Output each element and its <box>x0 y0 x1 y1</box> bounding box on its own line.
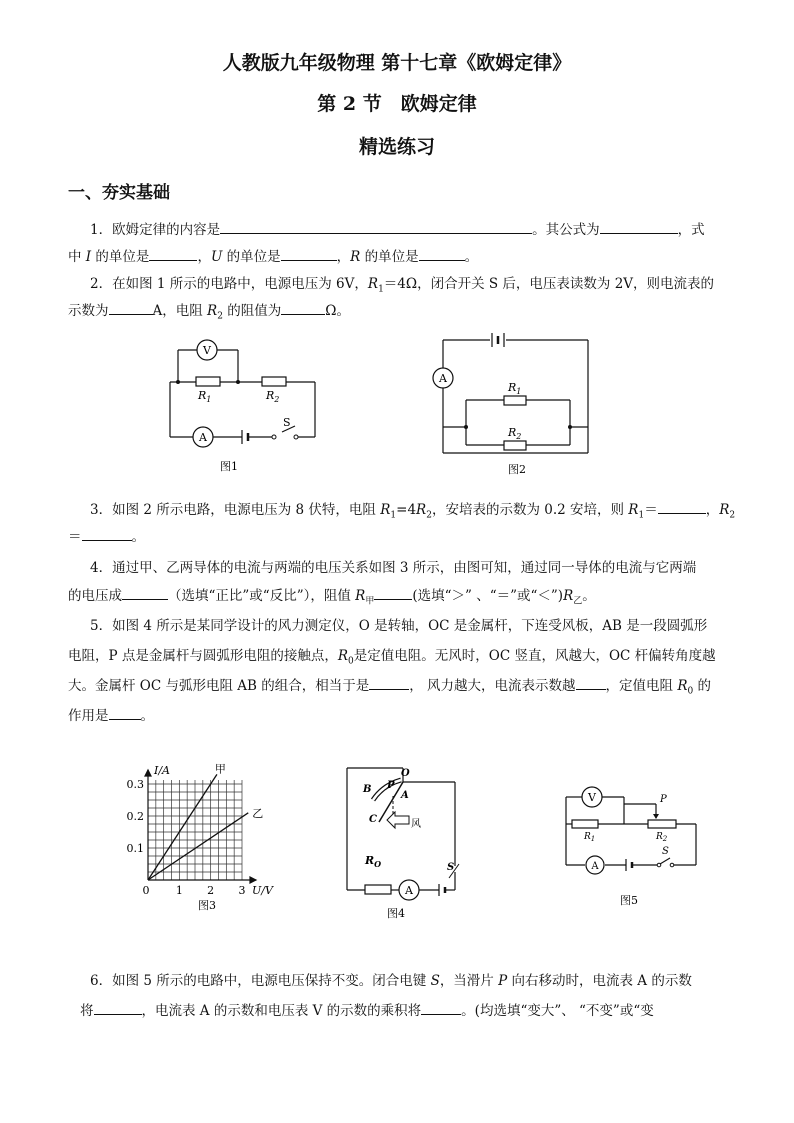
resistor-r1 <box>196 377 220 386</box>
svg-text:V: V <box>588 791 596 804</box>
blank[interactable] <box>149 248 197 261</box>
blank[interactable] <box>109 302 153 315</box>
svg-text:R2: $R_2$ <box>266 389 280 404</box>
blank[interactable] <box>122 587 168 600</box>
blank[interactable] <box>600 221 678 234</box>
blank[interactable] <box>419 248 465 261</box>
svg-text:RO: $R_O$ <box>365 854 382 869</box>
y-tick-label: 0.3 <box>126 778 144 791</box>
figure-5-circuit <box>558 780 708 910</box>
figure-4-caption: 图4 <box>387 907 405 920</box>
battery <box>439 884 445 896</box>
svg-text:A: A <box>401 790 409 801</box>
svg-text:A: A <box>199 431 207 444</box>
question-1-line-2: 中 I 的单位是 ，U 的单位是 ，R 的单位是 。 <box>68 249 479 265</box>
blank[interactable] <box>109 707 141 720</box>
blank[interactable] <box>94 1002 142 1015</box>
question-4-line-2: 的电压成 （选填“正比”或“反比”），阻值 $R_甲$ (选填“＞” 、“＝”或“$<”)R_乙$。 <box>68 588 596 607</box>
question-5-line-1: 5．如图 4 所示是某同学设计的风力测定仪，O 是转轴，OC 是金属杆，下连受风板，AB 是一段圆弧形 <box>90 618 708 634</box>
svg-text:S: S <box>283 416 291 429</box>
question-5-line-2: 电阻，P 点是金属杆与圆弧形电阻的接触点，$R_0$是定值电阻。无风时，OC 竖直，风越大，OC 杆偏转角度越 <box>68 648 716 667</box>
origin-label: 0 <box>142 884 150 897</box>
resistor-r2 <box>262 377 286 386</box>
blank[interactable] <box>658 501 706 514</box>
resistor-r1 <box>504 396 526 405</box>
question-2-line-2: 示数为 A，电阻 $R_2$ 的阻值为 Ω。 <box>68 303 350 322</box>
resistor-r1 <box>572 820 598 828</box>
question-3-line-1: 3．如图 2 所示电路，电源电压为 8 伏特，电阻 $R_1=4R_2$，安培表的示数为 0.2 安培，则 $R_1=$ ，$R_2$ <box>90 502 736 521</box>
series-line-yi <box>148 813 248 880</box>
blank[interactable] <box>374 587 412 600</box>
x-tick-label: 2 <box>207 884 215 897</box>
figure-5-caption: 图5 <box>620 894 638 907</box>
battery <box>626 859 632 871</box>
series-label: 甲 <box>214 762 226 776</box>
svg-text:S: S <box>662 846 669 857</box>
figure-1-caption: 图1 <box>220 460 238 473</box>
svg-text:A: A <box>405 884 413 897</box>
figure-2-caption: 图2 <box>508 463 526 476</box>
blank[interactable] <box>220 221 532 234</box>
svg-text:R2: $R_2$ <box>508 426 522 441</box>
svg-text:R1: $R_1$ <box>508 381 522 396</box>
blank[interactable] <box>369 677 409 690</box>
blank[interactable] <box>421 1002 461 1015</box>
question-6-line-2: 将 ，电流表 A 的示数和电压表 V 的示数的乘积将 。(均选填“变大”、 “不变”或“变 <box>80 1003 654 1019</box>
figure-3-chart <box>118 755 293 915</box>
y-axis-label: I/A <box>154 764 170 777</box>
figure-2-circuit <box>428 330 598 480</box>
battery <box>492 333 504 347</box>
figure-3-caption: 图3 <box>198 899 216 912</box>
rheostat-r2 <box>648 820 676 828</box>
blank[interactable] <box>281 302 325 315</box>
question-5-line-3: 大。金属杆 OC 与弧形电阻 AB 的组合，相当于是 ， 风力越大，电流表示数越 ，定值电阻 $R_0$ 的 <box>68 678 712 697</box>
svg-text:P: P <box>387 780 395 791</box>
wind-arrow-icon <box>387 812 409 828</box>
svg-text:B: B <box>363 784 372 795</box>
svg-text:S: S <box>447 862 455 873</box>
question-1-line-1: 1．欧姆定律的内容是 。其公式为 ，式 <box>90 222 705 238</box>
figure-4-wind-meter <box>335 760 475 925</box>
question-6-line-1: 6．如图 5 所示的电路中，电源电压保持不变。闭合电键 S，当滑片 P 向右移动时，电流表 A 的示数 <box>90 973 692 989</box>
question-2-line-1: 2．在如图 1 所示的电路中，电源电压为 6V，$R_1=4\Omega$，闭合开关 S 后，电压表读数为 2V，则电流表的 <box>90 276 715 295</box>
svg-text:A: A <box>439 372 447 385</box>
series-label: 乙 <box>252 806 264 820</box>
blank[interactable] <box>82 528 132 541</box>
svg-text:P: P <box>660 794 667 805</box>
subtitle: 精选练习 <box>358 136 435 158</box>
svg-text:V: V <box>203 344 211 357</box>
y-tick-label: 0.1 <box>126 842 144 855</box>
svg-text:A: A <box>591 861 599 872</box>
battery <box>242 430 248 444</box>
page-title: 人教版九年级物理 第十七章《欧姆定律》 <box>222 52 572 74</box>
question-4-line-1: 4．通过甲、乙两导体的电流与两端的电压关系如图 3 所示，由图可知，通过同一导体的电流与它两端 <box>90 560 697 576</box>
x-axis-label: U/V <box>252 884 273 897</box>
svg-text:R1: $R_1$ <box>584 832 596 843</box>
x-tick-label: 3 <box>238 884 246 897</box>
blank[interactable] <box>576 677 606 690</box>
svg-text:O: O <box>401 768 410 779</box>
part-heading: 一、夯实基础 <box>68 183 170 203</box>
svg-text:C: C <box>369 814 377 825</box>
x-tick-label: 1 <box>175 884 183 897</box>
svg-text:R2: $R_2$ <box>656 832 668 843</box>
svg-text:风: 风 <box>411 819 421 830</box>
question-3-line-2: ＝ 。 <box>68 529 145 545</box>
y-tick-label: 0.2 <box>126 810 144 823</box>
blank[interactable] <box>281 248 337 261</box>
figure-1-circuit <box>160 335 330 480</box>
section-title: 第 2 节 欧姆定律 <box>317 93 477 115</box>
y-axis-arrow <box>145 770 151 776</box>
resistor-r2 <box>504 441 526 450</box>
resistor-r0 <box>365 885 391 894</box>
x-axis-arrow <box>250 877 256 883</box>
question-5-line-4: 作用是 。 <box>68 708 154 724</box>
svg-text:R1: $R_1$ <box>198 389 212 404</box>
